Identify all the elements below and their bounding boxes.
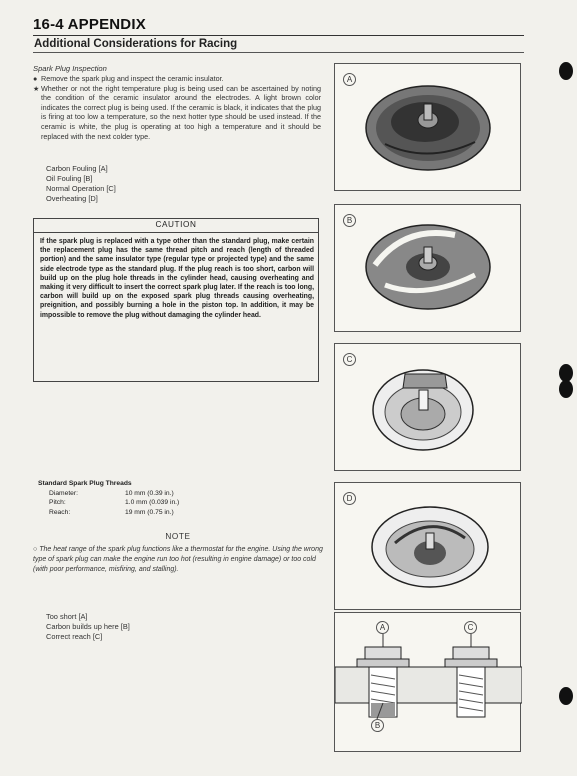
plug-reach-diagram [335, 613, 522, 753]
condition-list [46, 164, 116, 204]
spark-plug-carbon-image [335, 64, 522, 192]
caution-heading: CAUTION [34, 220, 318, 233]
note-body: The heat range of the spark plug functions like a thermostat for the engine. Using the wrong type of spark plug can make the engine run too hot (resulting in engine damage) or too cold (with poor performance, misfiring, and stalling). [33, 546, 323, 573]
caution-box [33, 218, 319, 382]
header-rule [33, 35, 524, 36]
figure-letter: B [371, 719, 384, 732]
bullet-item [33, 84, 321, 142]
spark-plug-overheating-image [335, 483, 522, 611]
note-marker-icon: ○ [33, 546, 38, 553]
spec-label: Pitch: [49, 499, 66, 507]
note-text [33, 545, 323, 574]
figure-oil-fouling [334, 204, 521, 332]
bullet-star-icon: ★ [33, 83, 40, 93]
condition-item: Overheating [D] [46, 194, 98, 203]
page-title: 16-4 APPENDIX [33, 16, 146, 33]
spec-label: Reach: [49, 508, 71, 516]
thread-specs [38, 479, 179, 517]
bullet-item [33, 74, 321, 84]
binder-hole [559, 687, 573, 705]
figure-normal-operation [334, 343, 521, 471]
condition-item: Carbon Fouling [A] [46, 164, 108, 173]
thread-specs-table [49, 489, 179, 518]
reach-label: Carbon builds up here [B] [46, 622, 130, 631]
note-heading: NOTE [165, 532, 191, 541]
reach-labels [46, 612, 130, 642]
spec-label: Diameter: [49, 489, 78, 497]
thread-specs-heading: Standard Spark Plug Threads [38, 480, 132, 487]
caution-text: If the spark plug is replaced with a type other than the standard plug, make certain the replacement plug has the same thread pitch and reach (length of threaded portion) and the same insulator type (regular type or projected type) and the same side electrode type as the standard plug. If the plug reach is too short, carbon will build up on the plug hole threads in the cylinder head, causing overheating and making it very difficult to insert the correct spark plug later. If the reach is too long, carbon will build up on the exposed spark plug threads causing overheating, preignition, and possibly burning a hole in the piston top. In addition, it may be impossible to remove the plug without damaging the cylinder head. [40, 238, 314, 319]
section-rule [33, 52, 524, 53]
table-row [49, 498, 179, 508]
figure-plug-reach [334, 612, 521, 752]
figure-letter: A [343, 73, 356, 86]
spec-value: 19 mm (0.75 in.) [125, 508, 174, 516]
spark-plug-oil-image [335, 205, 522, 333]
figure-letter: D [343, 492, 356, 505]
spec-value: 1.0 mm (0.039 in.) [125, 499, 180, 507]
binder-hole [559, 380, 573, 398]
reach-label: Correct reach [C] [46, 632, 103, 641]
figure-overheating [334, 482, 521, 610]
spark-plug-normal-image [335, 344, 522, 472]
table-row [49, 508, 179, 518]
bullet-text: Whether or not the right temperature plug is being used can be ascertained by noting the condition of the ceramic insulator around the electrodes. A light brown color indicates the correct plug is being used. If the ceramic is black, it indicates that the plug is firing at too low a temperature, so the next hotter type should be used instead. If the ceramic is white, the plug is operating at too high a temperature and it should be replaced with the next colder type. [41, 83, 321, 141]
figure-letter: C [464, 621, 477, 634]
binder-hole [559, 62, 573, 80]
figure-carbon-fouling [334, 63, 521, 191]
figure-letter: C [343, 353, 356, 366]
subheading: Spark Plug Inspection [33, 64, 107, 73]
figure-letter: B [343, 214, 356, 227]
bullet-text: Remove the spark plug and inspect the ceramic insulator. [41, 74, 224, 83]
condition-item: Normal Operation [C] [46, 184, 116, 193]
reach-label: Too short [A] [46, 612, 88, 621]
section-title: Additional Considerations for Racing [34, 38, 238, 50]
figure-letter: A [376, 621, 389, 634]
inspection-bullets [33, 74, 321, 141]
spec-value: 10 mm (0.39 in.) [125, 489, 174, 497]
table-row [49, 489, 179, 499]
condition-item: Oil Fouling [B] [46, 174, 93, 183]
bullet-dot-icon: ● [33, 74, 38, 83]
